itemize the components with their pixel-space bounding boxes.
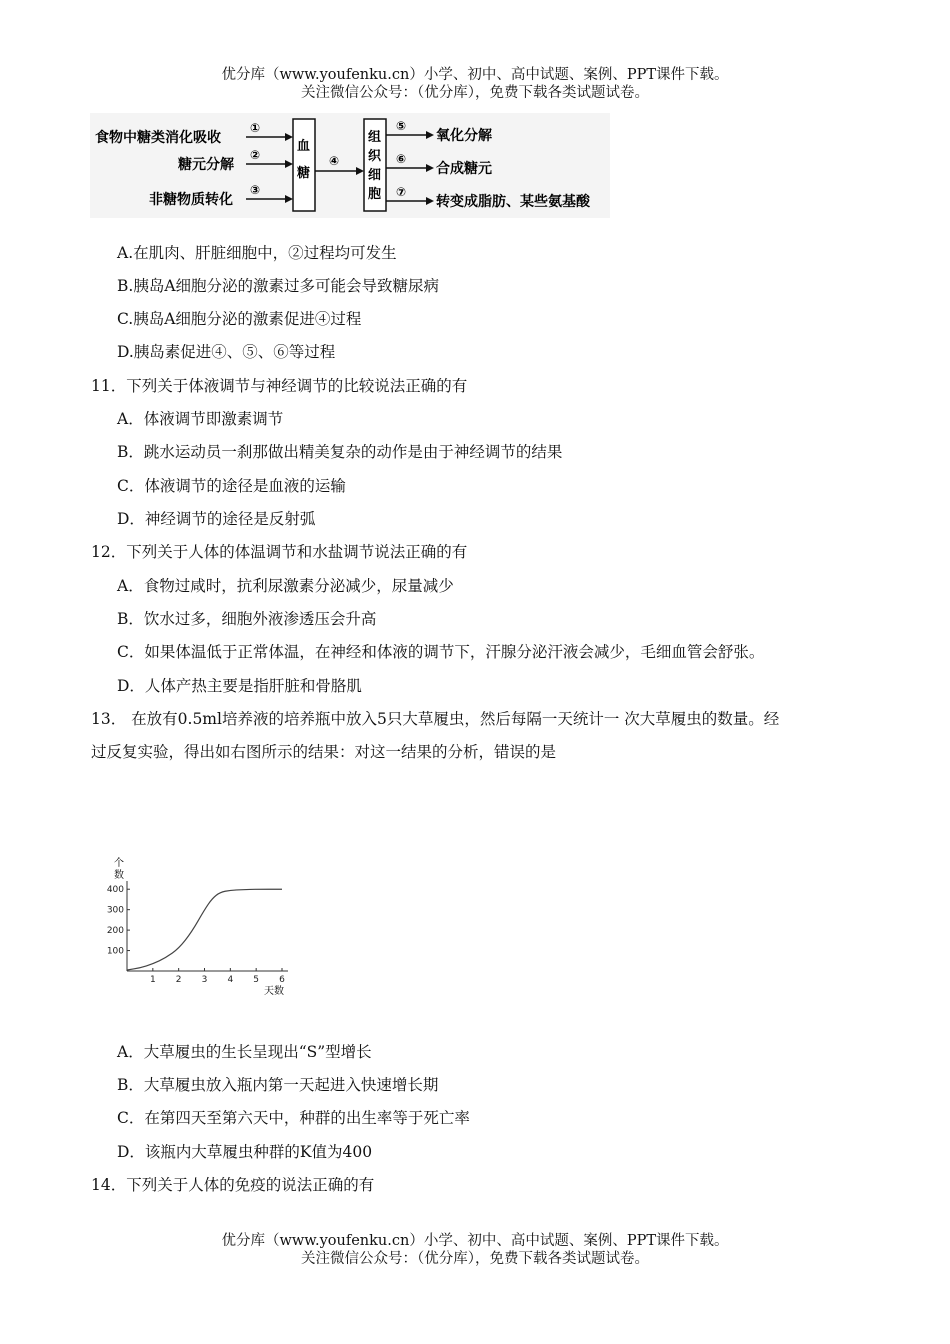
y-axis-label-char-1: 个: [114, 858, 124, 869]
page-header: [0, 66, 950, 102]
x-tick-label: 4: [227, 975, 234, 985]
q13-stem-line-1: 13． 在放有0.5ml培养液的培养瓶中放入5只大草履虫，然后每隔一天统计一 次大草履虫的数量。经: [91, 710, 780, 728]
q13-option-d: D．该瓶内大草履虫种群的K值为400: [117, 1143, 373, 1161]
x-tick-label: 2: [175, 975, 182, 985]
q13-option-c: C．在第四天至第六天中，种群的出生率等于死亡率: [117, 1109, 470, 1127]
q10-option-d: D.胰岛素促进④、⑤、⑥等过程: [117, 343, 336, 361]
output-label-3: 转变成脂肪、某些氨基酸: [436, 194, 590, 210]
step-4: ④: [329, 154, 340, 168]
blood-char-1: 血: [297, 139, 311, 154]
population-growth-chart: [100, 855, 300, 1000]
x-tick-label: 3: [201, 975, 208, 985]
step-6: ⑥: [396, 152, 407, 166]
q14-stem: 14．下列关于人体的免疫的说法正确的有: [91, 1176, 375, 1194]
blood-char-2: 糖: [297, 166, 311, 181]
q12-option-d: D．人体产热主要是指肝脏和骨胳肌: [117, 677, 362, 695]
step-3: ③: [250, 183, 261, 197]
x-tick-label: 5: [253, 975, 260, 985]
y-tick-label: 400: [106, 885, 124, 896]
output-label-1: 氧化分解: [436, 128, 492, 144]
q13-stem-line-2: 过反复实验，得出如右图所示的结果：对这一结果的分析，错误的是: [91, 743, 557, 761]
q12-option-c: C．如果体温低于正常体温，在神经和体液的调节下，汗腺分泌汗液会减少，毛细血管会舒张。: [117, 643, 765, 661]
q10-option-b: B.胰岛A细胞分泌的激素过多可能会导致糖尿病: [117, 277, 440, 295]
q12-option-a: A．食物过咸时，抗利尿激素分泌减少，尿量减少: [117, 577, 454, 595]
cell-char-2: 织: [368, 149, 382, 164]
blood-sugar-flow-diagram: [90, 113, 610, 218]
page-footer: [0, 1232, 950, 1268]
q11-option-a: A．体液调节即激素调节: [117, 410, 284, 428]
footer-line-1: 优分库（www.youfenku.cn）小学、初中、高中试题、案例、PPT课件下载。: [221, 1233, 729, 1249]
source-label-2: 糖元分解: [178, 157, 234, 173]
source-label-3: 非糖物质转化: [149, 192, 233, 208]
q13-option-a: A．大草履虫的生长呈现出“S”型增长: [117, 1043, 372, 1061]
step-2: ②: [250, 148, 261, 162]
blood-sugar-box: [293, 119, 315, 211]
cell-char-3: 细: [368, 168, 382, 183]
y-tick-label: 200: [106, 926, 124, 937]
x-tick-label: 6: [279, 975, 285, 985]
q10-option-a: A.在肌肉、肝脏细胞中，②过程均可发生: [117, 244, 397, 262]
q11-option-d: D．神经调节的途径是反射弧: [117, 510, 316, 528]
q12-stem: 12．下列关于人体的体温调节和水盐调节说法正确的有: [91, 543, 468, 561]
x-tick-label: 1: [149, 975, 156, 985]
footer-line-2: 关注微信公众号：（优分库），免费下载各类试题试卷。: [301, 1251, 649, 1267]
cell-char-1: 组: [368, 130, 382, 145]
step-5: ⑤: [396, 119, 407, 133]
y-tick-label: 100: [106, 946, 124, 957]
q11-option-b: B．跳水运动员一刹那做出精美复杂的动作是由于神经调节的结果: [117, 443, 563, 461]
y-axis-label-char-2: 数: [114, 870, 124, 881]
source-label-1: 食物中糖类消化吸收: [95, 130, 221, 146]
output-label-2: 合成糖元: [436, 161, 492, 177]
y-tick-label: 300: [106, 905, 124, 916]
growth-curve-line: [127, 889, 282, 970]
q13-option-b: B．大草履虫放入瓶内第一天起进入快速增长期: [117, 1076, 439, 1094]
header-line-1: 优分库（www.youfenku.cn）小学、初中、高中试题、案例、PPT课件下载。: [221, 67, 729, 83]
q10-option-c: C.胰岛A细胞分泌的激素促进④过程: [117, 310, 362, 328]
header-line-2: 关注微信公众号：（优分库），免费下载各类试题试卷。: [301, 85, 649, 101]
cell-char-4: 胞: [368, 187, 382, 202]
step-7: ⑦: [396, 185, 407, 199]
step-1: ①: [250, 121, 261, 135]
x-axis-label: 天数: [264, 986, 284, 997]
q11-option-c: C．体液调节的途径是血液的运输: [117, 477, 346, 495]
q11-stem: 11．下列关于体液调节与神经调节的比较说法正确的有: [91, 377, 468, 395]
q12-option-b: B．饮水过多，细胞外液渗透压会升高: [117, 610, 377, 628]
